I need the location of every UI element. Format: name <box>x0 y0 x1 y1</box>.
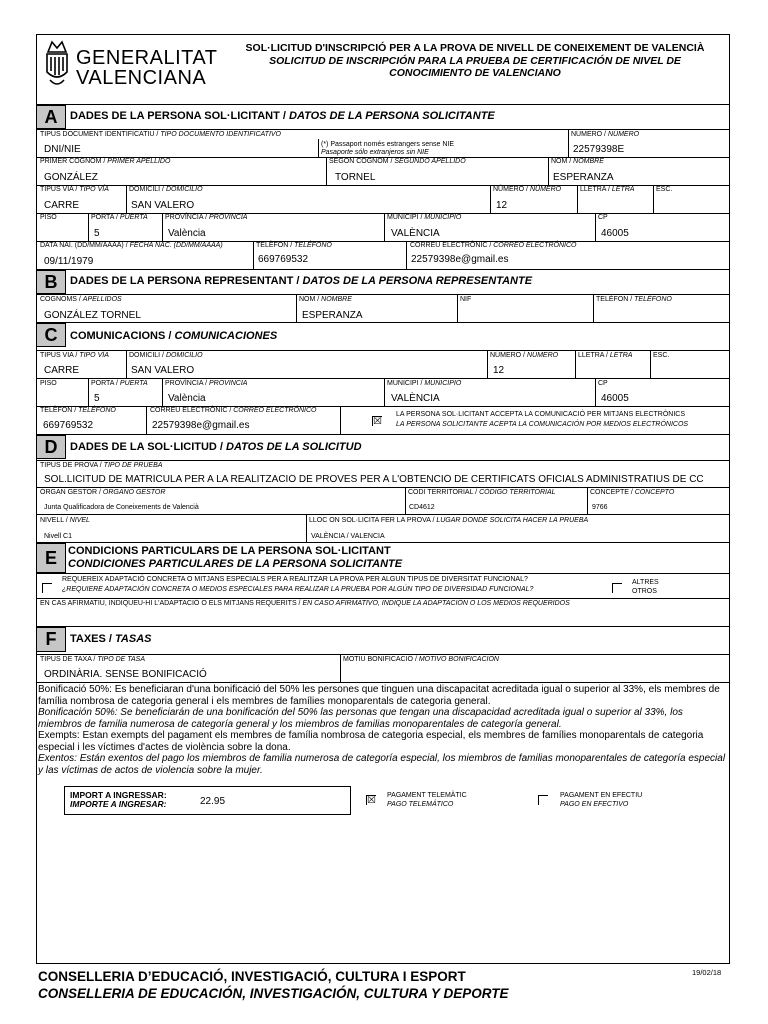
exempt-text-es: Exentos: Están exentos del pago los miembros de familia numerosa de categoría especial, los miembros de familias monoparentales de categoría especial y las víctimas de actos de violencia sobre la mujer. <box>38 753 726 776</box>
c-municipality-label: MUNICIPI / MUNICIPIO <box>387 380 462 387</box>
section-c-title: COMUNICACIONS / COMUNICACIONES <box>70 330 278 342</box>
rep-surnames-label: COGNOMS / APELLIDOS <box>40 296 122 303</box>
surname2-label: SEGON COGNOM / SEGUNDO APELLIDO <box>329 158 466 165</box>
section-b-badge: B <box>36 270 66 294</box>
address-value[interactable]: SAN VALERO <box>131 200 195 211</box>
footer-version: 19/02/18 <box>692 968 722 977</box>
adaptation-detail-label: EN CAS AFIRMATIU, INDIQUEU-HI L'ADAPTACIÓ O ELS MITJANS REQUERITS / EN CASO AFIRMATIVO, INDIQUE LA ADAPTACIÓN O LOS MEDIOS REQUERIDOS <box>40 600 570 607</box>
c-door-value[interactable]: 5 <box>94 393 100 404</box>
section-e-title-val: CONDICIONS PARTICULARS DE LA PERSONA SOL·LICITANT <box>68 545 391 557</box>
test-type-value[interactable]: SOL.LICITUD DE MATRÍCULA PER A LA REALITZACIÓ DE PROVES PER A L'OBTENCIÓ DE CERTIFICATS OFICIALS ADMINISTRATIUS DE CC <box>44 474 704 485</box>
municipality-label: MUNICIPI / MUNICIPIO <box>387 214 462 221</box>
adaptation-question-es: ¿REQUIERE ADAPTACIÓN CONCRETA O MEDIOS ESPECIALES PARA REALIZAR LA PRUEBA POR ALGÚN TIPO DE DIVERSIDAD FUNCIONAL? <box>62 586 534 593</box>
esc-label: ESC. <box>656 186 673 193</box>
bonus-reason-label: MOTIU BONIFICACIÓ / MOTIVO BONIFICACIÓN <box>343 656 499 663</box>
doc-number-label: NÚMERO / NÚMERO <box>571 131 640 138</box>
c-email-value[interactable]: 22579398e@gmail.es <box>152 420 250 431</box>
level-value[interactable]: Nivell C1 <box>44 533 73 540</box>
name-value[interactable]: ESPERANZA <box>553 172 614 183</box>
footer-dept-val: CONSELLERIA D’EDUCACIÓ, INVESTIGACIÓ, CULTURA I ESPORT <box>38 969 466 984</box>
email-label: CORREU ELECTRÒNIC / CORREO ELECTRÓNICO <box>410 242 577 249</box>
floor-label: PISO <box>40 214 57 221</box>
test-type-label: TIPUS DE PROVA / TIPO DE PRUEBA <box>40 462 163 469</box>
rep-nif-label: NIF <box>460 296 472 303</box>
adaptation-checkbox[interactable] <box>42 583 52 593</box>
cash-label-val: PAGAMENT EN EFECTIU <box>560 792 643 799</box>
level-label: NIVELL / NIVEL <box>40 517 90 524</box>
rep-surnames-value[interactable]: GONZÁLEZ TORNEL <box>44 310 141 321</box>
surname1-label: PRIMER COGNOM / PRIMER APELLIDO <box>40 158 171 165</box>
amount-label-es: IMPORTE A INGRESAR: <box>70 799 167 809</box>
province-label: PROVÍNCIA / PROVINCIA <box>165 214 248 221</box>
cash-label-es: PAGO EN EFECTIVO <box>560 801 629 808</box>
concept-label: CONCEPTE / CONCEPTO <box>590 489 675 496</box>
doc-number-value[interactable]: 22579398E <box>573 144 625 155</box>
municipality-value[interactable]: VALÈNCIA <box>391 228 440 239</box>
birth-label: DATA NAI. (DD/MM/AAAA) / FECHA NAC. (DD/MM/AAAA) <box>40 242 223 249</box>
section-b-title: DADES DE LA PERSONA REPRESENTANT / DATOS DE LA PERSONA REPRESENTANTE <box>70 275 533 287</box>
telematic-label-es: PAGO TELEMÁTICO <box>387 801 454 808</box>
c-province-value[interactable]: València <box>168 393 206 404</box>
form-title <box>240 42 710 80</box>
consent-text-val: LA PERSONA SOL·LICITANT ACCEPTA LA COMUNICACIÓ PER MITJANS ELECTRÒNICS <box>396 411 686 418</box>
title-valencian: SOL·LICITUD D'INSCRIPCIÓ PER A LA PROVA DE NIVELL DE CONEIXEMENT DE VALENCIÀ <box>245 42 705 54</box>
c-province-label: PROVÍNCIA / PROVINCIA <box>165 380 248 387</box>
c-street-type-value[interactable]: CARRE <box>44 365 80 376</box>
logo-line-1: GENERALITAT <box>76 47 218 69</box>
phone-label: TELÈFON / TELÉFONO <box>256 242 332 249</box>
bonus-text-es: Bonificación 50%: Se beneficiarán de una bonificación del 50% las personas que tengan una discapacidad acreditada igual o superior al 33%, los miembros de familia numerosa de categoría general y los miembros de familias monoparentales de categoría general. <box>38 707 683 730</box>
surname2-value[interactable]: TORNEL <box>335 172 376 183</box>
rep-name-value[interactable]: ESPERANZA <box>302 310 363 321</box>
concept-value[interactable]: 9766 <box>592 504 608 511</box>
c-door-label: PORTA / PUERTA <box>91 380 148 387</box>
c-address-label: DOMICILI / DOMICILIO <box>129 352 203 359</box>
c-phone-label: TELÈFON / TELÉFONO <box>40 407 116 414</box>
c-cp-value[interactable]: 46005 <box>601 393 629 404</box>
consent-checkbox[interactable]: ☒ <box>373 416 382 427</box>
phone-value[interactable]: 669769532 <box>258 254 309 265</box>
birth-value[interactable]: 09/11/1979 <box>44 256 94 267</box>
others-label-es: OTROS <box>632 588 657 595</box>
c-esc-label: ESC. <box>653 352 670 359</box>
bonus-text-val: Bonificació 50%: Es beneficiaran d'una bonificació del 50% les persones que tinguen una discapacitat acreditada igual o superior al 33%, els membres de família nombrosa de categoria general i els membres de famílies monoparentals de categoria general. <box>38 684 720 707</box>
amount-value[interactable]: 22.95 <box>200 796 226 807</box>
street-type-value[interactable]: CARRE <box>44 200 80 211</box>
form-frame <box>36 34 730 964</box>
c-street-num-value[interactable]: 12 <box>493 365 505 376</box>
street-num-label: NÚMERO / NÚMERO <box>493 186 562 193</box>
name-label: NOM / NOMBRE <box>551 158 604 165</box>
section-a-title: DADES DE LA PERSONA SOL·LICITANT / DATOS DE LA PERSONA SOLICITANTE <box>70 110 495 122</box>
street-num-value[interactable]: 12 <box>496 200 508 211</box>
place-value[interactable]: VALÈNCIA / VALENCIA <box>311 533 385 540</box>
others-checkbox[interactable] <box>612 583 622 593</box>
rep-phone-label: TELÈFON / TELÉFONO <box>596 296 672 303</box>
section-f-title: TAXES / TASAS <box>70 633 152 645</box>
adaptation-question-val: REQUEREIX ADAPTACIÓ CONCRETA O MITJANS ESPECIALS PER A REALITZAR LA PROVA PER ALGUN TIPUS DE DIVERSITAT FUNCIONAL? <box>62 576 528 583</box>
section-d-title: DADES DE LA SOL·LICITUD / DATOS DE LA SOLICITUD <box>70 441 362 453</box>
territorial-label: CODI TERRITORIAL / CÓDIGO TERRITORIAL <box>408 489 556 496</box>
territorial-value[interactable]: CD4612 <box>409 504 435 511</box>
door-label: PORTA / PUERTA <box>91 214 148 221</box>
cp-label: CP <box>598 214 608 221</box>
passport-note-val: (*) Passaport només estrangers sense NIE <box>321 141 455 148</box>
province-value[interactable]: València <box>168 228 206 239</box>
organ-value[interactable]: Junta Qualificadora de Coneixements de Valencià <box>44 504 199 511</box>
section-f-badge: F <box>36 627 66 652</box>
c-floor-label: PISO <box>40 380 57 387</box>
email-value[interactable]: 22579398e@gmail.es <box>411 254 509 265</box>
telematic-payment-checkbox[interactable]: ☒ <box>367 795 376 806</box>
section-a-badge: A <box>36 105 66 129</box>
c-address-value[interactable]: SAN VALERO <box>131 365 195 376</box>
c-street-type-label: TIPUS VIA / TIPO VÍA <box>40 352 109 359</box>
c-letter-label: LLETRA / LETRA <box>578 352 633 359</box>
c-cp-label: CP <box>598 380 608 387</box>
c-street-num-label: NÚMERO / NÚMERO <box>490 352 559 359</box>
section-e-title-es: CONDICIONES PARTICULARES DE LA PERSONA SOLICITANTE <box>68 558 403 570</box>
c-email-label: CORREU ELECTRÒNIC / CORREO ELECTRÓNICO <box>150 407 317 414</box>
title-spanish: SOLICITUD DE INSCRIPCIÓN PARA LA PRUEBA DE CERTIFICACIÓN DE NIVEL DE CONOCIMIENTO DE VALENCIANO <box>269 54 681 79</box>
consent-text-es: LA PERSONA SOLICITANTE ACEPTA LA COMUNICACIÓN POR MEDIOS ELECTRÓNICOS <box>396 421 689 428</box>
amount-label-val: IMPORT A INGRESSAR: <box>70 790 167 800</box>
letter-label: LLETRA / LETRA <box>580 186 635 193</box>
door-value[interactable]: 5 <box>94 228 100 239</box>
rep-name-label: NOM / NOMBRE <box>299 296 352 303</box>
section-c-badge: C <box>36 323 66 347</box>
street-type-label: TIPUS VIA / TIPO VÍA <box>40 186 109 193</box>
fee-type-label: TIPUS DE TAXA / TIPO DE TASA <box>40 656 146 663</box>
passport-note-es: Pasaporte sólo extranjeros sin NIE <box>321 149 429 156</box>
telematic-label-val: PAGAMENT TELEMÀTIC <box>387 792 467 799</box>
fee-type-value[interactable]: ORDINÀRIA. SENSE BONIFICACIÓ <box>44 669 207 680</box>
section-e-badge: E <box>36 543 66 573</box>
generalitat-logo-icon <box>42 38 72 90</box>
place-label: LLOC ON SOL·LICITA FER LA PROVA / LUGAR DONDE SOLICITA HACER LA PRUEBA <box>309 517 589 524</box>
doc-type-value[interactable]: DNI/NIE <box>44 144 81 155</box>
footer-dept-es: CONSELLERIA DE EDUCACIÓN, INVESTIGACIÓN, CULTURA Y DEPORTE <box>38 986 509 1001</box>
section-d-badge: D <box>36 435 66 459</box>
exempt-text-val: Exempts: Estan exempts del pagament els membres de família nombrosa de categoria especial, els membres de famílies monoparentals de categoria especial i les víctimes d'actes de violència sobre la dona. <box>38 730 704 753</box>
c-phone-value[interactable]: 669769532 <box>43 420 94 431</box>
cash-payment-checkbox[interactable] <box>538 795 548 805</box>
address-label: DOMICILI / DOMICILIO <box>129 186 203 193</box>
cp-value[interactable]: 46005 <box>601 228 629 239</box>
logo-line-2: VALENCIANA <box>76 67 207 89</box>
others-label-val: ALTRES <box>632 579 659 586</box>
doc-type-label: TIPUS DOCUMENT IDENTIFICATIU / TIPO DOCUMENTO IDENTIFICATIVO <box>40 131 282 138</box>
surname1-value[interactable]: GONZÁLEZ <box>44 172 98 183</box>
organ-label: ÒRGAN GESTOR / ÓRGANO GESTOR <box>40 489 166 496</box>
c-municipality-value[interactable]: VALÈNCIA <box>391 393 440 404</box>
